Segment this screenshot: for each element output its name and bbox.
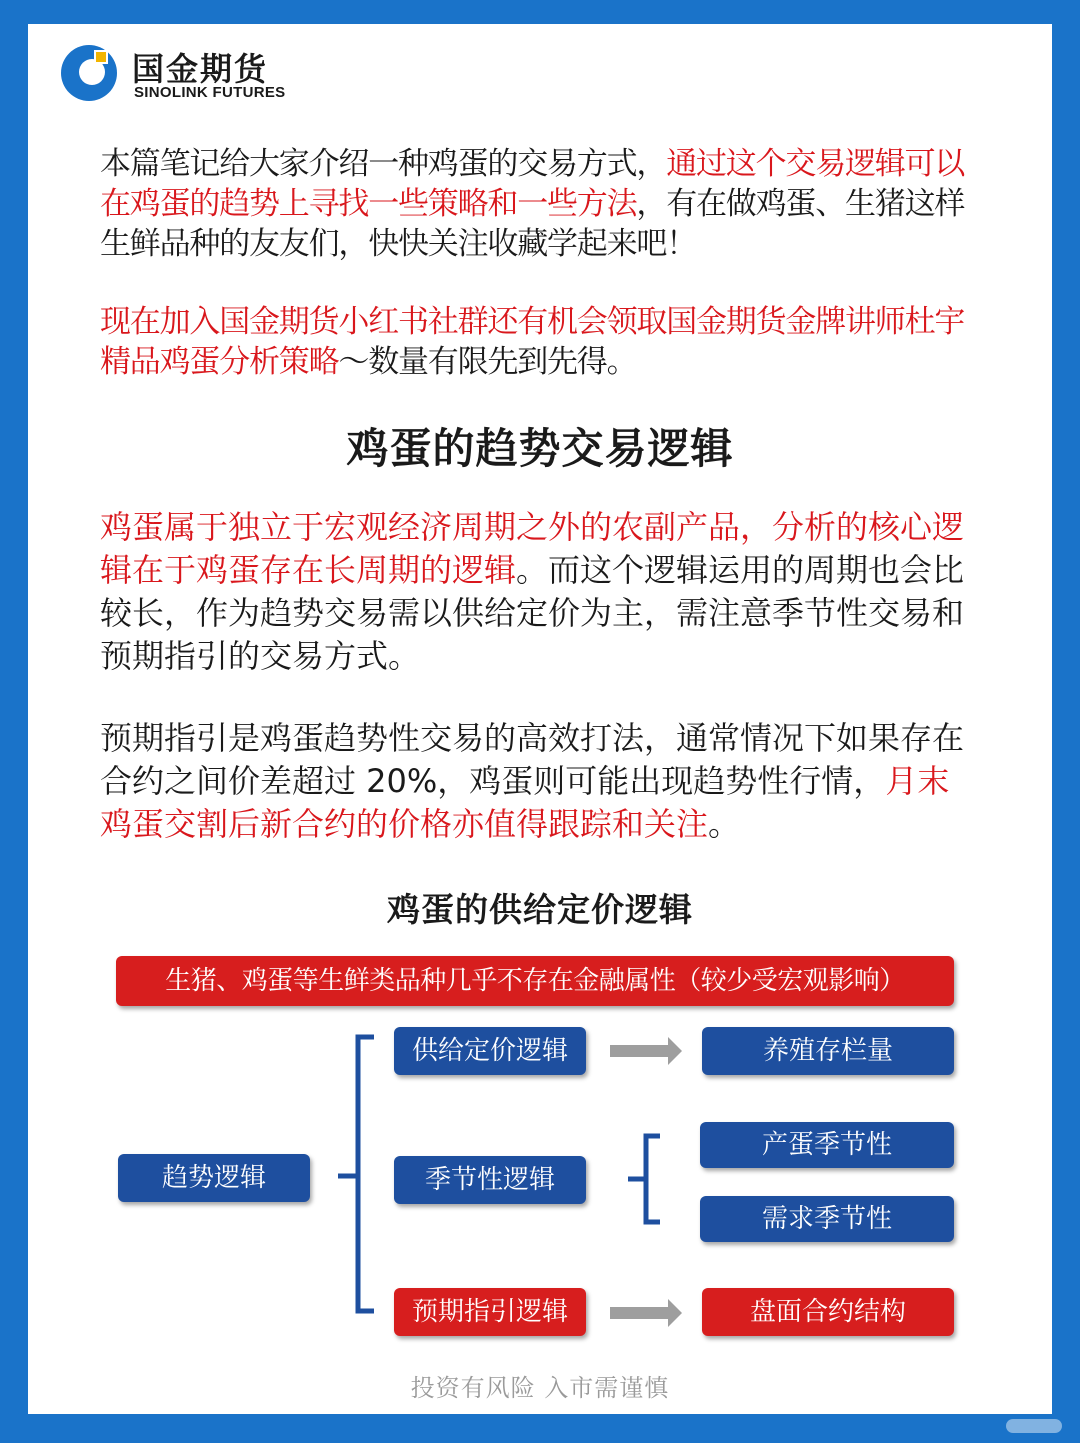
watermark-badge bbox=[1006, 1419, 1062, 1433]
content-card bbox=[28, 24, 1052, 1414]
intro-text: 本篇笔记给大家介绍一种鸡蛋的交易方式， bbox=[100, 146, 667, 182]
intro-text-continued: ，有在做鸡蛋、生猪这样生鲜品种的友友们，快快关注收藏学起来吧！ bbox=[100, 186, 965, 262]
community-text: ～数量有限先到先得。 bbox=[338, 344, 637, 380]
logic-text: 。而这个逻辑运用的周期也会比较长，作为趋势交易需以供给定价为主，需注意季节性交易和预期指引的交易方式。 bbox=[100, 551, 965, 675]
arrow-supply-icon bbox=[610, 1037, 682, 1065]
intro-highlight: 通过这个交易逻辑可以在鸡蛋的趋势上寻找一些策略和一些方法 bbox=[100, 146, 965, 222]
diagram-banner: 生猪、鸡蛋等生鲜类品种几乎不存在金融属性（较少受宏观影响） bbox=[116, 956, 954, 1006]
demand-seasonality-box: 需求季节性 bbox=[700, 1196, 954, 1242]
community-highlight: 现在加入国金期货小红书社群还有机会领取国金期货金牌讲师杜宇精品鸡蛋分析策略 bbox=[100, 304, 965, 380]
laying-seasonality-box: 产蛋季节性 bbox=[700, 1122, 954, 1168]
seasonal-logic: 季节性逻辑 bbox=[394, 1156, 586, 1204]
expectation-text: 预期指引是鸡蛋趋势性交易的高效打法，通常情况下如果存在合约之间价差超过 20%，鸡蛋则可能出现趋势性行情， bbox=[100, 719, 965, 800]
contract-structure-box: 盘面合约结构 bbox=[702, 1288, 954, 1336]
expectation-end: 。 bbox=[708, 805, 741, 843]
risk-disclaimer: 投资有风险 入市需谨慎 bbox=[410, 1374, 670, 1402]
section-title: 鸡蛋的趋势交易逻辑 bbox=[346, 424, 734, 473]
expectation-guide-logic: 预期指引逻辑 bbox=[394, 1288, 586, 1336]
supply-pricing-logic: 供给定价逻辑 bbox=[394, 1027, 586, 1075]
brand-name-en: SINOLINK FUTURES bbox=[134, 84, 286, 101]
root-trend-logic: 趋势逻辑 bbox=[118, 1154, 310, 1202]
diagram-title: 鸡蛋的供给定价逻辑 bbox=[387, 890, 693, 929]
expectation-highlight: 月末鸡蛋交割后新合约的价格亦值得跟踪和关注 bbox=[100, 762, 950, 843]
breeding-stock-box: 养殖存栏量 bbox=[702, 1027, 954, 1075]
seasonal-bracket bbox=[646, 1136, 660, 1222]
brand-name-cn: 国金期货 bbox=[132, 50, 269, 88]
main-bracket bbox=[358, 1037, 374, 1311]
logic-highlight: 鸡蛋属于独立于宏观经济周期之外的农副产品，分析的核心逻辑在于鸡蛋存在长周期的逻辑 bbox=[100, 508, 965, 589]
arrow-expect-icon bbox=[610, 1299, 682, 1327]
